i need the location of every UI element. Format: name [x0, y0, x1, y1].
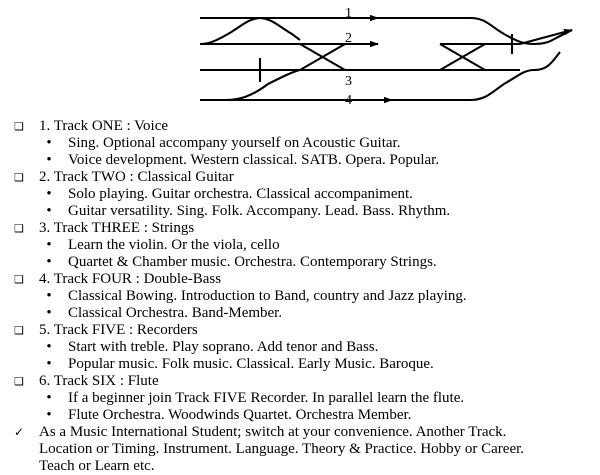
track-heading [0, 373, 600, 390]
list-item [0, 356, 600, 373]
bullet-icon: • [46, 186, 52, 202]
track-title: 6. Track SIX : Flute [39, 373, 159, 389]
list-item-text: Classical Orchestra. Band-Member. [68, 305, 283, 321]
list-item [0, 152, 600, 169]
footer-line-1: As a Music International Student; switch at your convenience. Another Track. [39, 424, 507, 440]
track-title: 2. Track TWO : Classical Guitar [39, 169, 234, 185]
list-item-text: Quartet & Chamber music. Orchestra. Contemporary Strings. [68, 254, 437, 270]
checkbox-icon[interactable]: ❑ [14, 171, 24, 184]
track-heading [0, 169, 600, 186]
bullet-icon: • [46, 339, 52, 355]
footer-line-3: Teach or Learn etc. [39, 458, 155, 474]
lane-label-2: 2 [345, 31, 352, 46]
list-item [0, 186, 600, 203]
track-diagram [0, 0, 600, 118]
track-title: 5. Track FIVE : Recorders [39, 322, 198, 338]
list-item [0, 305, 600, 322]
list-item-text: Solo playing. Guitar orchestra. Classical accompaniment. [68, 186, 413, 202]
list-item [0, 254, 600, 271]
list-item [0, 390, 600, 407]
track-block [0, 220, 600, 271]
checkbox-icon[interactable]: ❑ [14, 273, 24, 286]
list-item-text: If a beginner join Track FIVE Recorder. In parallel learn the flute. [68, 390, 465, 406]
bullet-icon: • [46, 237, 52, 253]
track-block [0, 118, 600, 169]
list-item [0, 339, 600, 356]
track-block [0, 271, 600, 322]
bullet-icon: • [46, 407, 52, 423]
bullet-icon: • [46, 254, 52, 270]
track-block [0, 169, 600, 220]
lane-number-labels [345, 6, 352, 108]
footer-note-text [30, 424, 587, 475]
bullet-icon: • [46, 390, 52, 406]
track-block [0, 322, 600, 373]
list-item-text: Start with treble. Play soprano. Add tenor and Bass. [68, 339, 379, 355]
track-diagram-svg [0, 0, 600, 118]
list-item [0, 407, 600, 424]
lane-label-1: 1 [345, 6, 352, 21]
list-item-text: Guitar versatility. Sing. Folk. Accompany. Lead. Bass. Rhythm. [68, 203, 451, 219]
checkbox-icon[interactable]: ❑ [14, 120, 24, 133]
list-item-text: Learn the violin. Or the viola, cello [68, 237, 280, 253]
list-item-text: Popular music. Folk music. Classical. Early Music. Baroque. [68, 356, 434, 372]
track-heading [0, 118, 600, 135]
bullet-icon: • [46, 288, 52, 304]
checkbox-icon[interactable]: ❑ [14, 375, 24, 388]
checkbox-icon[interactable]: ❑ [14, 324, 24, 337]
track-end-caps [260, 34, 512, 82]
checkbox-icon[interactable]: ❑ [14, 222, 24, 235]
list-item-text: Voice development. Western classical. SATB. Opera. Popular. [68, 152, 440, 168]
footer-line-2: Location or Timing. Instrument. Language. Theory & Practice. Hobby or Career. [39, 441, 525, 457]
track-list [0, 118, 600, 475]
bullet-icon: • [46, 305, 52, 321]
bullet-icon: • [46, 152, 52, 168]
lane-label-4: 4 [345, 93, 352, 108]
track-title: 4. Track FOUR : Double-Bass [39, 271, 222, 287]
track-heading [0, 322, 600, 339]
track-heading [0, 271, 600, 288]
check-icon: ✓ [13, 425, 25, 439]
list-item [0, 203, 600, 220]
list-item-text: Flute Orchestra. Woodwinds Quartet. Orchestra Member. [68, 407, 412, 423]
lane-label-3: 3 [345, 74, 352, 89]
list-item [0, 288, 600, 305]
list-item [0, 135, 600, 152]
track-block [0, 373, 600, 424]
track-heading [0, 220, 600, 237]
list-item [0, 237, 600, 254]
bullet-icon: • [46, 203, 52, 219]
list-item-text: Classical Bowing. Introduction to Band, country and Jazz playing. [68, 288, 467, 304]
footer-note [0, 424, 600, 475]
list-item-text: Sing. Optional accompany yourself on Acoustic Guitar. [68, 135, 401, 151]
track-lines [200, 18, 572, 100]
track-title: 1. Track ONE : Voice [39, 118, 169, 134]
bullet-icon: • [46, 356, 52, 372]
track-title: 3. Track THREE : Strings [39, 220, 195, 236]
bullet-icon: • [46, 135, 52, 151]
